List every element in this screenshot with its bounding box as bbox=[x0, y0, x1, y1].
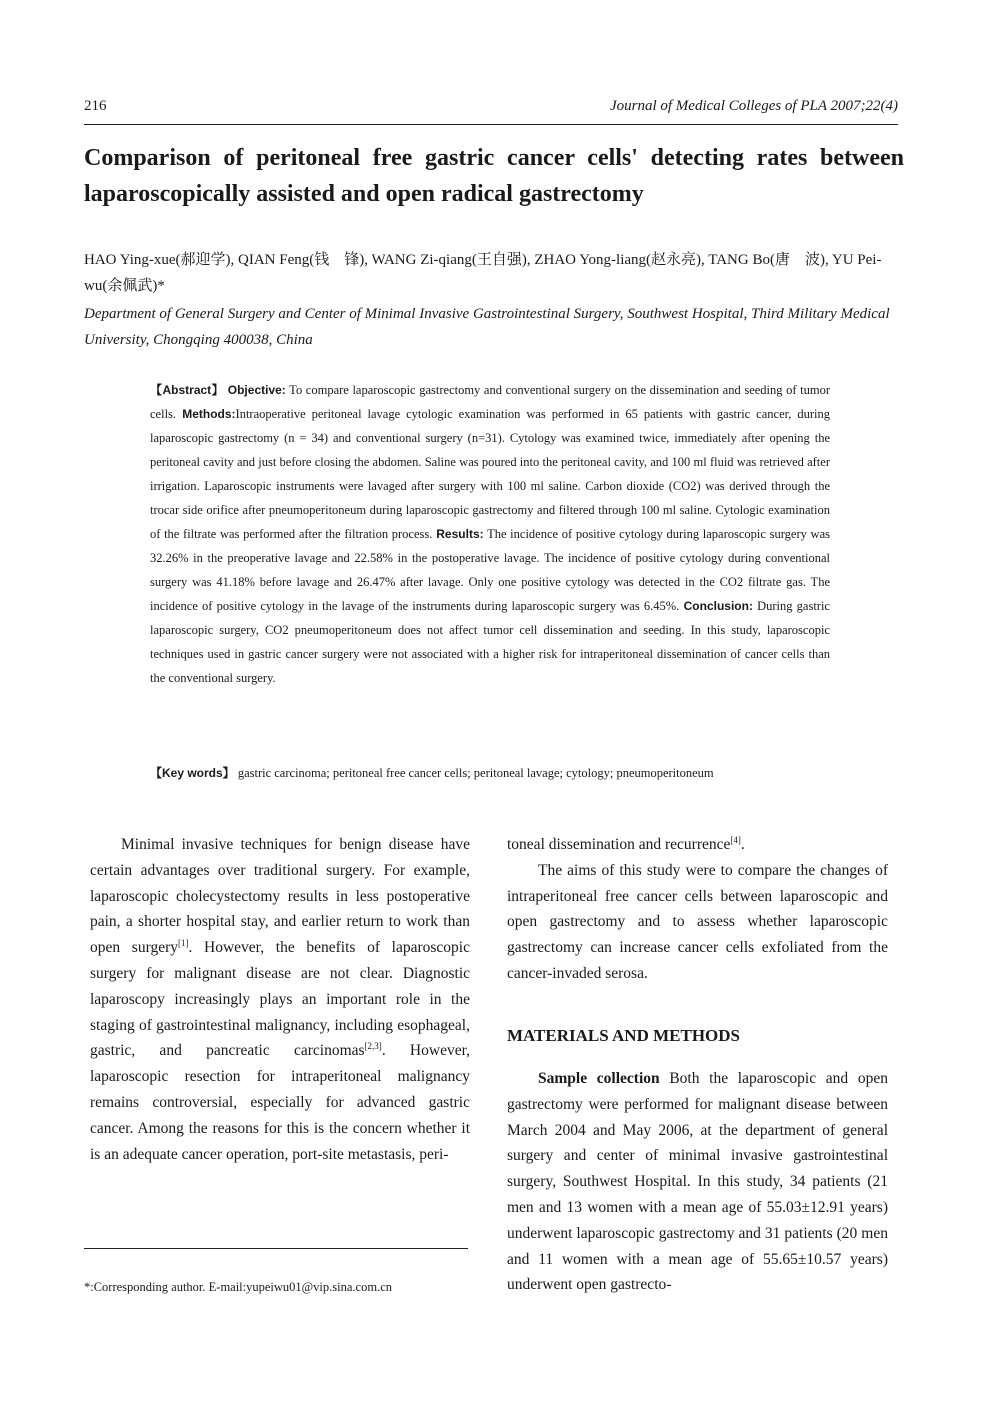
objective-label: Objective: bbox=[227, 383, 286, 397]
footnote: *:Corresponding author. E-mail:yupeiwu01@vip.sina.com.cn bbox=[84, 1280, 392, 1294]
journal-citation: Journal of Medical Colleges of PLA 2007;22(4) bbox=[609, 98, 898, 114]
sample-collection-paragraph bbox=[507, 1066, 888, 1298]
intro-text-a: Minimal invasive techniques for benign disease have certain advantages over traditional surgery. For example, laparoscopic cholecystectomy results in less postoperative pain, a shorter hospital stay, and earlier return to work than open surgery bbox=[90, 836, 470, 957]
methods-label: Methods: bbox=[176, 407, 236, 421]
intro-text-d: toneal dissemination and recurrence bbox=[507, 836, 731, 853]
section-heading: MATERIALS AND METHODS bbox=[507, 1026, 740, 1045]
sample-collection-label: Sample collection bbox=[538, 1070, 660, 1087]
keywords-text: gastric carcinoma; peritoneal free cancer cells; peritoneal lavage; cytology; pneumoperitoneum bbox=[234, 766, 714, 780]
results-text: The incidence of positive cytology during laparoscopic surgery was 32.26% in the preoperative lavage and 22.58% in the postoperative lavage. The incidence of positive cytology during conventional surgery was 41.18% before lavage and 26.47% after lavage. Only one positive cytology was detected in the CO2 filtrate gas. The incidence of positive cytology in the lavage of the instruments during laparoscopic surgery was 6.45%. bbox=[150, 527, 831, 613]
page-number: 216 bbox=[84, 98, 107, 114]
results-label: Results: bbox=[432, 527, 484, 541]
intro-text-c: . However, laparoscopic resection for intraperitoneal malignancy remains controversial, especially for advanced gastric cancer. Among the reasons for this is the concern whether it is an adequate cancer operation, port-site metastasis, peri- bbox=[90, 1042, 470, 1163]
abstract-label: 【Abstract】 bbox=[150, 383, 225, 397]
running-head bbox=[84, 98, 898, 125]
intro-text-e: . bbox=[740, 836, 745, 853]
keywords-label: 【Key words】 bbox=[150, 766, 235, 780]
author-list: HAO Ying-xue(郝迎学), QIAN Feng(钱 锋), WANG Zi-qiang(王自强), ZHAO Yong-liang(赵永亮), TANG Bo(唐 波), YU Pei-wu(余佩武)* bbox=[84, 252, 882, 294]
footnote-divider bbox=[84, 1248, 468, 1249]
intro-continuation bbox=[507, 832, 888, 858]
methods-text: Intraoperative peritoneal lavage cytologic examination was performed in 65 patients with gastric cancer, during laparoscopic gastrectomy (n = 34) and conventional surgery (n=31). Cytology was examined twice, immediately after opening the peritoneal cavity and just before closing the abdomen. Saline was poured into the peritoneal cavity, and 100 ml fluid was retrieved after irrigation. Laparoscopic instruments were lavaged after surgery with 100 ml saline. Carbon dioxide (CO2) was derived through the trocar side orifice after pneumoperitoneum during laparoscopic gastrectomy and filtered through 100 ml saline. Cytologic examination of the filtrate was performed after the filtration process. bbox=[150, 407, 830, 541]
conclusion-text: During gastric laparoscopic surgery, CO2 pneumoperitoneum does not affect tumor cell dissemination and seeding. In this study, laparoscopic techniques used in gastric cancer surgery were not associated with a higher risk for intraperitoneal dissemination of cancer cells than the conventional surgery. bbox=[150, 599, 830, 685]
intro-text-b: . However, the benefits of laparoscopic surgery for malignant disease are not clear. Diagnostic laparoscopy increasingly plays an important role in the staging of gastrointestinal malignancy, including esophageal, gastric, and pancreatic carcinomas bbox=[90, 939, 470, 1060]
objective-text: To compare laparoscopic gastrectomy and conventional surgery on the dissemination and seeding of tumor cells. bbox=[150, 383, 830, 421]
reference-4[interactable]: [4] bbox=[730, 834, 741, 845]
conclusion-label: Conclusion: bbox=[679, 599, 753, 613]
sample-collection-text: Both the laparoscopic and open gastrectomy were performed for malignant disease between March 2004 and May 2006, at the department of general surgery and center of minimal invasive gastrointestinal surgery, Southwest Hospital. In this study, 34 patients (21 men and 13 women with a mean age of 55.03±12.91 years) underwent laparoscopic gastrectomy and 31 patients (20 men and 11 women with a mean age of 55.65±10.57 years) underwent open gastrecto- bbox=[507, 1070, 888, 1294]
right-column-top bbox=[507, 832, 888, 987]
keywords bbox=[150, 761, 830, 785]
aims-paragraph: The aims of this study were to compare the changes of intraperitoneal free cancer cells between laparoscopic and open gastrectomy and to assess whether laparoscopic gastrectomy can increase cancer cells exfoliated from the cancer-invaded serosa. bbox=[507, 861, 888, 982]
abstract bbox=[150, 378, 830, 690]
paper-title: Comparison of peritoneal free gastric cancer cells' detecting rates between laparoscopically assisted and open radical gastrectomy bbox=[84, 145, 904, 207]
affiliation: Department of General Surgery and Center of Minimal Invasive Gastrointestinal Surgery, Southwest Hospital, Third Military Medical University, Chongqing 400038, China bbox=[84, 306, 890, 348]
intro-paragraph bbox=[90, 832, 470, 1167]
reference-1[interactable]: [1] bbox=[178, 938, 189, 949]
reference-2-3[interactable]: [2,3] bbox=[364, 1041, 382, 1052]
